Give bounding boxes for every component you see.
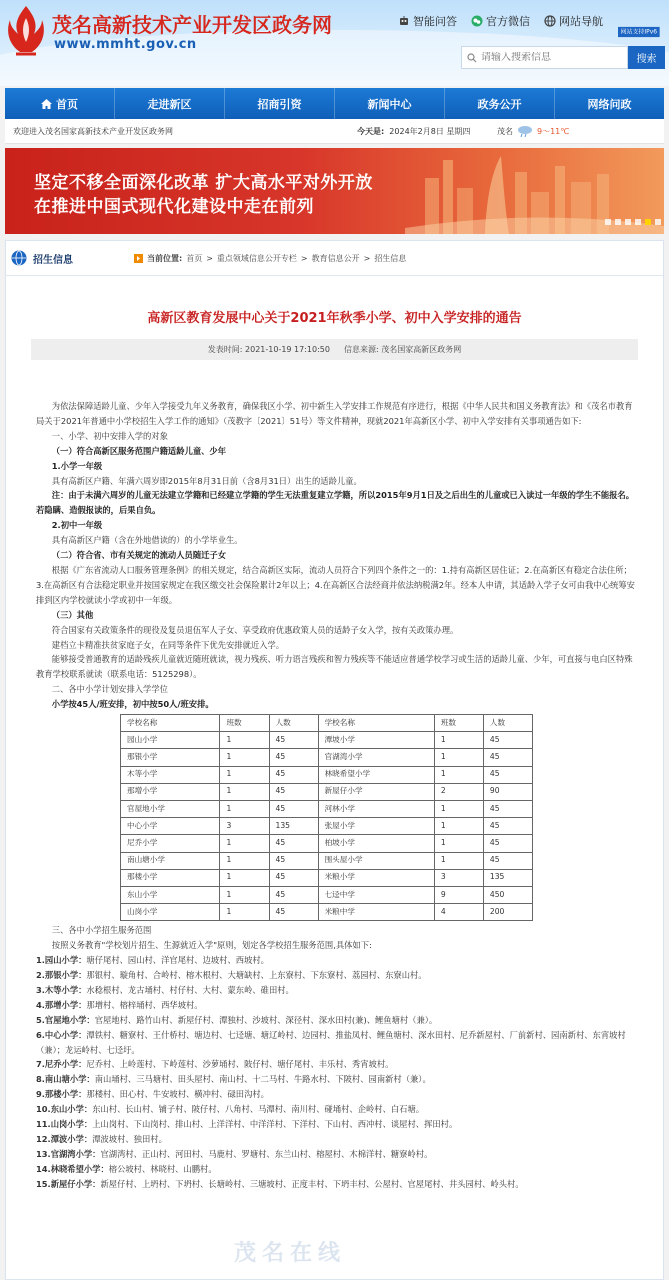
cell: 潭坡小学 bbox=[318, 732, 434, 749]
area-item bbox=[36, 1102, 636, 1117]
area-item bbox=[36, 1117, 636, 1132]
cell: 那银小学 bbox=[121, 749, 220, 766]
publish-time-value: 2021-10-19 17:10:50 bbox=[245, 345, 330, 354]
area-item bbox=[36, 1147, 636, 1162]
cell: 1 bbox=[434, 732, 483, 749]
cell: 45 bbox=[269, 749, 318, 766]
date-label: 今天是: bbox=[357, 126, 385, 136]
cell: 柏坡小学 bbox=[318, 835, 434, 852]
section-heading bbox=[11, 250, 73, 266]
globe-icon bbox=[11, 250, 27, 266]
cell: 45 bbox=[483, 835, 532, 852]
cell: 1 bbox=[220, 766, 269, 783]
cell: 4 bbox=[434, 904, 483, 921]
area-item bbox=[36, 1087, 636, 1102]
area-item bbox=[36, 968, 636, 983]
area-villages: 那增村、榕梓埇村、西华坡村。 bbox=[86, 999, 203, 1010]
banner-dot[interactable] bbox=[625, 219, 631, 225]
cell: 1 bbox=[434, 818, 483, 835]
article-title: 高新区教育发展中心关于2021年秋季小学、初中入学安排的通告 bbox=[147, 311, 522, 326]
cell: 1 bbox=[220, 886, 269, 903]
cell: 1 bbox=[434, 800, 483, 817]
paragraph: 建档立卡精准扶贫家庭子女，在同等条件下优先安排就近入学。 bbox=[51, 639, 285, 650]
location-label: 当前位置: bbox=[147, 254, 183, 263]
breadcrumb-bar bbox=[6, 241, 663, 276]
area-villages: 潭波坡村、独田村。 bbox=[92, 1133, 167, 1144]
welcome-text: 欢迎进入茂名国家高新技术产业开发区政务网 bbox=[13, 126, 173, 136]
cell: 1 bbox=[434, 749, 483, 766]
cell: 1 bbox=[220, 732, 269, 749]
cell: 1 bbox=[220, 835, 269, 852]
area-villages: 那楼村、田心村、牛安坡村、横冲村、碌田沟村。 bbox=[86, 1089, 269, 1100]
publish-time bbox=[208, 344, 330, 355]
nav-investment[interactable]: 招商引资 bbox=[225, 88, 335, 119]
area-villages: 官屋地村、路竹山村、新屋仔村、潭独村、沙坡村、深径村、深水田村(兼)、鲤鱼塘村（兼）。 bbox=[94, 1014, 438, 1025]
breadcrumb-enrollment[interactable]: 招生信息 bbox=[374, 254, 407, 263]
banner-dot[interactable] bbox=[655, 219, 661, 225]
wechat-icon bbox=[471, 15, 483, 27]
cell: 尼乔小学 bbox=[121, 835, 220, 852]
wechat-link[interactable] bbox=[471, 13, 530, 29]
table-row bbox=[121, 852, 533, 869]
table-header: 学校名称 bbox=[318, 715, 434, 732]
cell: 2 bbox=[434, 783, 483, 800]
area-villages: 水稔根村、龙古埇村、村仔村、大村、蒙东岭、碓田村。 bbox=[86, 984, 294, 995]
table-header: 人数 bbox=[269, 715, 318, 732]
area-villages: 东山村、长山村、铺子村、陂仔村、八角村、马潭村、南川村、碰埇村、企岭村、白石塘。 bbox=[92, 1104, 425, 1115]
paragraph: 根据《广东省流动人口服务管理条例》的相关规定，结合高新区实际，流动人员符合下列四个条件之一的：1.持有高新区居住证；2.在高新区有稳定合法住所；3.在高新区有合法稳定职业并按国家规定在我区缴交社会保险累计2年以上；4.在高新区合法经商并依法纳税满2年。经本人申请，其适龄入学子女可由我中心统筹安排到区内学校就读小学或初中一年级。 bbox=[36, 564, 635, 605]
school-quota-table bbox=[120, 714, 533, 921]
rain-cloud-icon bbox=[516, 125, 534, 137]
area-school: 1.园山小学： bbox=[36, 955, 87, 966]
area-villages: 官湖湾村、正山村、河田村、马鹿村、罗塘村、东兰山村、榕屋村、木棉洋村、糖寮岭村。 bbox=[100, 1148, 433, 1159]
area-item bbox=[36, 1162, 636, 1177]
wechat-label: 官方微信 bbox=[486, 15, 530, 28]
cell: 45 bbox=[269, 904, 318, 921]
site-logo-icon[interactable] bbox=[4, 4, 48, 56]
area-item bbox=[36, 953, 636, 968]
weather-widget bbox=[497, 125, 569, 137]
site-title[interactable]: 茂名高新技术产业开发区政务网 bbox=[52, 13, 332, 37]
cell: 那楼小学 bbox=[121, 869, 220, 886]
area-school: 12.潭波小学： bbox=[36, 1133, 93, 1144]
cell: 45 bbox=[269, 835, 318, 852]
search-input[interactable] bbox=[481, 52, 621, 63]
nav-news[interactable]: 新闻中心 bbox=[335, 88, 445, 119]
cell: 45 bbox=[483, 749, 532, 766]
cell: 450 bbox=[483, 886, 532, 903]
subheading: （三）其他 bbox=[51, 609, 94, 620]
cell: 林晓希望小学 bbox=[318, 766, 434, 783]
date-value: 2024年2月8日 星期四 bbox=[389, 126, 471, 136]
area-school: 8.南山塘小学： bbox=[36, 1074, 95, 1085]
publish-time-label: 发表时间: bbox=[207, 345, 243, 354]
table-row bbox=[121, 749, 533, 766]
info-source bbox=[344, 344, 461, 355]
cell: 南山塘小学 bbox=[121, 852, 220, 869]
cell: 45 bbox=[269, 852, 318, 869]
cell: 七迳中学 bbox=[318, 886, 434, 903]
table-header: 班数 bbox=[434, 715, 483, 732]
banner-pager bbox=[605, 219, 664, 225]
subheading: 小学按45人/班安排，初中按50人/班安排。 bbox=[51, 699, 214, 710]
area-school: 4.那增小学： bbox=[36, 999, 87, 1010]
info-source-value: 茂名国家高新区政务网 bbox=[381, 345, 462, 354]
cell: 200 bbox=[483, 904, 532, 921]
article-body bbox=[36, 399, 636, 1192]
cell: 1 bbox=[220, 869, 269, 886]
weather-city: 茂名 bbox=[497, 126, 513, 136]
cell: 1 bbox=[220, 783, 269, 800]
table-row bbox=[121, 818, 533, 835]
area-villages: 南山埇村、三马塘村、田头屋村、南山村、十二马村、牛路水村、下陂村、园南新村（兼）。 bbox=[94, 1074, 431, 1085]
cell: 张屋小学 bbox=[318, 818, 434, 835]
paragraph: 具有高新区户籍（含在外地借读的）的小学毕业生。 bbox=[51, 535, 243, 546]
cell: 1 bbox=[434, 852, 483, 869]
cell: 45 bbox=[483, 852, 532, 869]
home-icon bbox=[41, 99, 52, 109]
nav-home[interactable] bbox=[5, 88, 115, 119]
area-villages: 那银村、璇角村、合岭村、榕木根村、大塘缺村、上东寮村、下东寮村、荔园村、东寮山村。 bbox=[86, 970, 427, 980]
area-school: 6.中心小学： bbox=[36, 1029, 87, 1040]
area-villages: 尼乔村、上岭莲村、下岭莲村、沙萝埇村、陂仔村、塘仔尾村、丰乐村、秀宵坡村。 bbox=[86, 1059, 394, 1070]
banner-dot[interactable] bbox=[605, 219, 611, 225]
nav-inquiry[interactable]: 网络问政 bbox=[587, 97, 632, 111]
area-item bbox=[36, 1028, 636, 1058]
table-row bbox=[121, 904, 533, 921]
cell: 45 bbox=[269, 800, 318, 817]
content-panel bbox=[5, 240, 664, 1280]
area-item bbox=[36, 1132, 636, 1147]
search-button[interactable]: 搜索 bbox=[628, 46, 665, 69]
area-item bbox=[36, 1072, 636, 1087]
table-row bbox=[121, 869, 533, 886]
table-row bbox=[121, 835, 533, 852]
banner-dot[interactable] bbox=[635, 219, 641, 225]
table-row bbox=[121, 766, 533, 783]
banner-line-2: 在推进中国式现代化建设中走在前列 bbox=[34, 197, 314, 217]
breadcrumb-disclosure[interactable]: 重点领域信息公开专栏 bbox=[216, 254, 297, 263]
heading: 二、各中小学计划安排入学学位 bbox=[51, 684, 168, 695]
cell: 那增小学 bbox=[121, 783, 220, 800]
table-header: 班数 bbox=[220, 715, 269, 732]
robot-icon bbox=[398, 15, 410, 27]
subheading: 2.初中一年级 bbox=[51, 520, 103, 531]
area-school: 13.官湖湾小学： bbox=[36, 1148, 101, 1159]
table-row bbox=[121, 886, 533, 903]
guide-label: 网站导航 bbox=[559, 15, 603, 28]
cell: 45 bbox=[269, 783, 318, 800]
cell: 3 bbox=[434, 869, 483, 886]
nav-home-label: 首页 bbox=[56, 97, 78, 111]
watermark: 茂名在线 bbox=[234, 1241, 347, 1266]
guide-link[interactable] bbox=[544, 13, 603, 29]
area-item bbox=[36, 1057, 636, 1072]
nav-about[interactable]: 走进新区 bbox=[115, 88, 225, 119]
subheading: （二）符合省、市有关规定的流动人员随迁子女 bbox=[51, 550, 227, 561]
cell: 官屋地小学 bbox=[121, 800, 220, 817]
area-item bbox=[36, 1013, 636, 1028]
table-header: 学校名称 bbox=[121, 715, 220, 732]
site-url: www.mmht.gov.cn bbox=[54, 37, 197, 52]
area-villages: 榕公坡村、林晓村、山鹏村。 bbox=[108, 1163, 217, 1174]
cell: 90 bbox=[483, 783, 532, 800]
table-header: 人数 bbox=[483, 715, 532, 732]
main-nav bbox=[5, 88, 664, 119]
cell: 45 bbox=[483, 818, 532, 835]
cell: 45 bbox=[269, 886, 318, 903]
area-school: 11.山岗小学： bbox=[36, 1119, 93, 1130]
weather-temp: 9～11℃ bbox=[537, 126, 570, 136]
cell: 官湖湾小学 bbox=[318, 749, 434, 766]
area-item bbox=[36, 1177, 636, 1192]
cell: 135 bbox=[483, 869, 532, 886]
subheading: （一）符合高新区服务范围户籍适龄儿童、少年 bbox=[51, 445, 227, 456]
search-box[interactable] bbox=[461, 46, 628, 69]
area-item bbox=[36, 983, 636, 998]
breadcrumb-home[interactable]: 首页 bbox=[186, 254, 203, 263]
location-icon bbox=[134, 254, 143, 263]
area-villages: 塘仔尾村、园山村、洋官尾村、边坡村、西坡村。 bbox=[86, 955, 269, 966]
cell: 9 bbox=[434, 886, 483, 903]
area-school: 3.木等小学： bbox=[36, 984, 87, 995]
area-school: 14.林晓希望小学： bbox=[36, 1163, 109, 1174]
area-villages: 潭铁村、糖寮村、王什桥村、塘边村、七迳塘、塘辽岭村、边园村、推盐凤村、鲤鱼塘村、深水田村、尼乔新屋村、厂前新村、园南新村、东宵坡村（兼）；龙运岭村、七迳圩。 bbox=[36, 1029, 626, 1055]
cell: 1 bbox=[220, 749, 269, 766]
area-item bbox=[36, 998, 636, 1013]
area-school: 2.那银小学： bbox=[36, 970, 87, 980]
cell: 45 bbox=[269, 766, 318, 783]
cell: 1 bbox=[220, 904, 269, 921]
breadcrumb: 当前位置: 首页 > 重点领域信息公开专栏 > 教育信息公开 > 招生信息 bbox=[134, 253, 406, 264]
cell: 园山小学 bbox=[121, 732, 220, 749]
banner[interactable] bbox=[5, 148, 664, 234]
area-school: 10.东山小学： bbox=[36, 1104, 93, 1115]
header-tools bbox=[398, 13, 603, 29]
cell: 45 bbox=[269, 732, 318, 749]
cell: 中心小学 bbox=[121, 818, 220, 835]
cell: 45 bbox=[483, 800, 532, 817]
qa-label: 智能问答 bbox=[413, 15, 457, 28]
paragraph: 为依法保障适龄儿童、少年入学接受九年义务教育，确保我区小学、初中新生入学安排工作规范有序进行，根据《中华人民共和国义务教育法》和《茂名市教育局关于2021年普通中小学校招生入学工作的通知》（茂教字〔2021〕51号）等文件精神，现就2021年高新区小学、初中入学安排有关事项通告如下: bbox=[36, 401, 633, 426]
cell: 新屋仔小学 bbox=[318, 783, 434, 800]
table-row bbox=[121, 732, 533, 749]
cell: 1 bbox=[220, 852, 269, 869]
cell: 1 bbox=[220, 800, 269, 817]
cell: 1 bbox=[434, 766, 483, 783]
cell: 围头屋小学 bbox=[318, 852, 434, 869]
cell: 山岗小学 bbox=[121, 904, 220, 921]
heading: 三、各中小学招生服务范围 bbox=[51, 925, 152, 936]
paragraph: 按照义务教育"学校划片招生、生源就近入学"原则，划定各学校招生服务范围,具体如下: bbox=[51, 940, 372, 951]
area-school: 15.新屋仔小学： bbox=[36, 1178, 101, 1189]
section-title: 招生信息 bbox=[33, 254, 73, 266]
site-header bbox=[0, 0, 669, 86]
cell: 45 bbox=[483, 766, 532, 783]
banner-line-1: 坚定不移全面深化改革 扩大高水平对外开放 bbox=[34, 173, 373, 193]
banner-dot-active[interactable] bbox=[645, 219, 651, 225]
area-villages: 新屋仔村、上坍村、下坍村、长塘岭村、三塘坡村、正度丰村、下坍丰村、公屋村、官屋尾村、井头园村、岭头村。 bbox=[100, 1178, 524, 1189]
cell: 135 bbox=[269, 818, 318, 835]
info-bar bbox=[5, 119, 664, 144]
paragraph: 符合国家有关政策条件的现役及复员退伍军人子女、享受政府优惠政策人员的适龄子女入学，按有关政策办理。 bbox=[51, 624, 459, 635]
ipv6-badge: 网站支持IPv6 bbox=[618, 27, 660, 37]
cell: 3 bbox=[220, 818, 269, 835]
table-row bbox=[121, 783, 533, 800]
banner-dot[interactable] bbox=[615, 219, 621, 225]
cell: 1 bbox=[434, 835, 483, 852]
article-meta bbox=[31, 339, 638, 360]
note: 注：由于未满六周岁的儿童无法建立学籍和已经建立学籍的学生无法重复建立学籍，所以2015年9月1日及之后出生的儿童或已入读过一年级的学生不能报名。若隐瞒、造假报读的，后果自负。 bbox=[36, 490, 635, 516]
search-icon bbox=[467, 53, 477, 63]
qa-link[interactable] bbox=[398, 13, 457, 29]
date-display bbox=[357, 126, 470, 137]
info-source-label: 信息来源: bbox=[343, 345, 379, 354]
area-villages: 上山岗村、下山岗村、排山村、上洋洋村、中洋洋村、下洋村、下山村、西冲村、谈屋村、挥田村。 bbox=[92, 1119, 458, 1130]
cell: 45 bbox=[483, 732, 532, 749]
cell: 东山小学 bbox=[121, 886, 220, 903]
cell: 米粮小学 bbox=[318, 869, 434, 886]
table-header-row bbox=[121, 715, 533, 732]
paragraph: 具有高新区户籍、年满六周岁即2015年8月31日前（含8月31日）出生的适龄儿童。 bbox=[51, 475, 362, 486]
cell: 河林小学 bbox=[318, 800, 434, 817]
table-row bbox=[121, 800, 533, 817]
nav-disclosure[interactable]: 政务公开 bbox=[445, 88, 555, 119]
area-school: 9.那楼小学： bbox=[36, 1089, 87, 1100]
cell: 45 bbox=[269, 869, 318, 886]
area-school: 7.尼乔小学： bbox=[36, 1059, 87, 1070]
cell: 米粮中学 bbox=[318, 904, 434, 921]
paragraph: 能够接受普通教育的适龄残疾儿童就近随班就读，视力残疾、听力语言残疾和智力残疾等不能适应普通学校学习或生活的适龄儿童、少年，可直接与电白区特殊教育学校联系就读（联系电话：5125298）。 bbox=[36, 654, 633, 680]
breadcrumb-education[interactable]: 教育信息公开 bbox=[311, 254, 360, 263]
heading: 一、小学、初中安排入学的对象 bbox=[51, 430, 168, 441]
globe-icon bbox=[544, 15, 556, 27]
cell: 木等小学 bbox=[121, 766, 220, 783]
subheading: 1.小学一年级 bbox=[51, 460, 103, 471]
area-school: 5.官屋地小学： bbox=[36, 1014, 95, 1025]
